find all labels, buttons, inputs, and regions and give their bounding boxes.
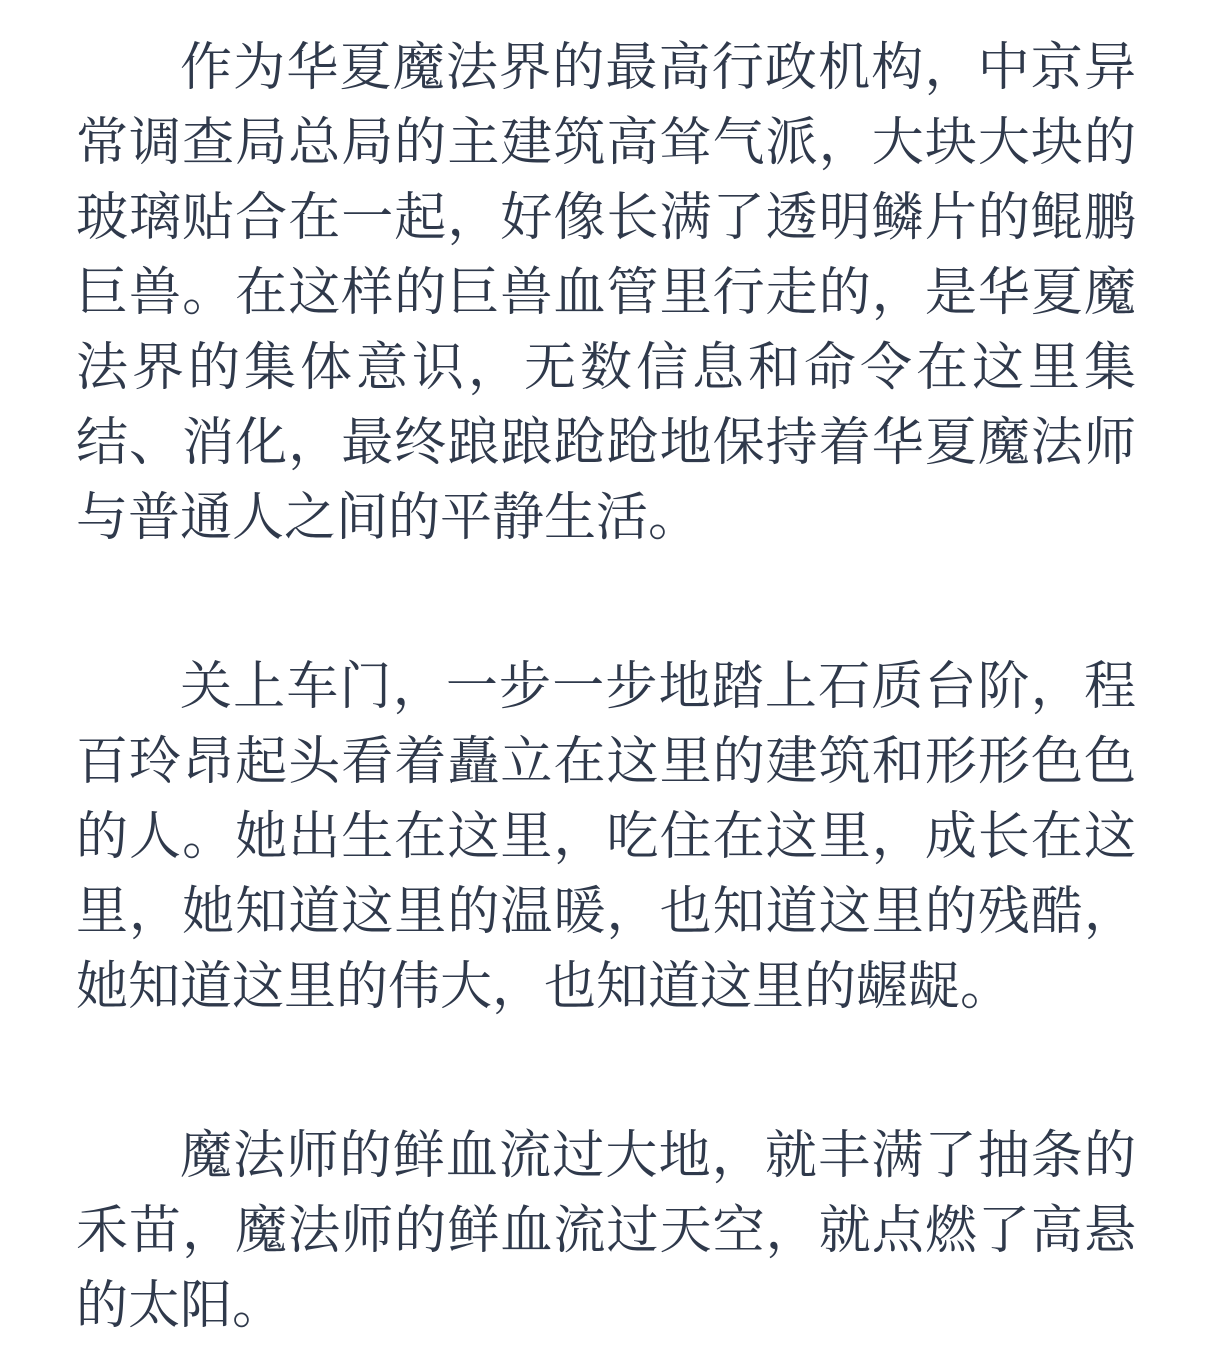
paragraph-2: 关上车门，一步一步地踏上石质台阶，程百玲昂起头看着矗立在这里的建筑和形形色色的人。她出生在这里，吃住在这里，成长在这里，她知道这里的温暖，也知道这里的残酷，她知道这里的伟大，也知道这里的龌龊。	[76, 659, 1136, 1016]
paragraph-1: 作为华夏魔法界的最高行政机构，中京异常调查局总局的主建筑高耸气派，大块大块的玻璃贴合在一起，好像长满了透明鳞片的鲲鹏巨兽。在这样的巨兽血管里行走的，是华夏魔法界的集体意识，无数信息和命令在这里集结、消化，最终踉踉跄跄地保持着华夏魔法师与普通人之间的平静生活。	[76, 40, 1136, 547]
paragraph-3: 魔法师的鲜血流过大地，就丰满了抽条的禾苗，魔法师的鲜血流过天空，就点燃了高悬的太阳。	[76, 1128, 1136, 1335]
